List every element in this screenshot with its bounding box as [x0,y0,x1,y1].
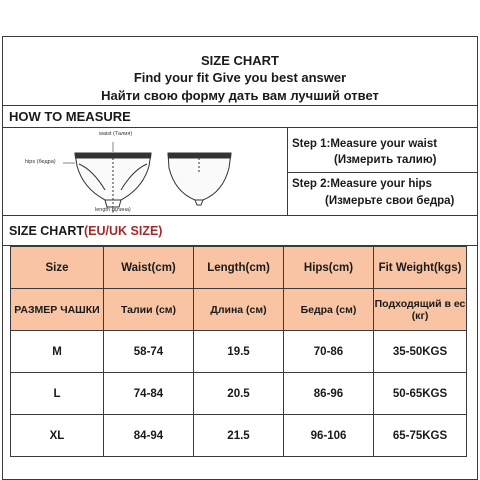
how-to-measure-heading [3,106,477,128]
size-cell: L [11,373,104,415]
table-header-row-russian [11,289,467,331]
length-cell: 20.5 [194,373,284,415]
hips-cell: 96-106 [284,415,374,457]
size-cell: M [11,331,104,373]
table-row [11,415,467,457]
table-row [11,373,467,415]
column-header-russian: Подходящий в ес (кг) [374,289,467,331]
column-header: Length(cm) [194,247,284,289]
column-header: Fit Weight(kgs) [374,247,467,289]
column-header: Hips(cm) [284,247,374,289]
weight-cell: 35-50KGS [374,331,467,373]
measure-section [3,128,477,216]
column-header-russian: РАЗМЕР ЧАШКИ [11,289,104,331]
size-table [10,246,467,457]
weight-cell: 65-75KGS [374,415,467,457]
table-header-row [11,247,467,289]
waist-cell: 74-84 [104,373,194,415]
weight-cell: 50-65KGS [374,373,467,415]
hips-cell: 86-96 [284,373,374,415]
step1-russian: (Измерить талию) [334,154,437,166]
hips-cell: 70-86 [284,331,374,373]
column-header-russian: Талии (см) [104,289,194,331]
column-header-russian: Длина (см) [194,289,284,331]
column-header: Waist(cm) [104,247,194,289]
briefs-back-image [168,153,231,205]
step2-russian: (Измерьте свои бедра) [325,195,455,207]
page-title: SIZE CHART [201,53,279,68]
size-chart-title-accent: (EU/UK SIZE) [84,224,163,238]
size-chart-heading [3,216,477,246]
waist-cell: 58-74 [104,331,194,373]
how-to-measure-title: HOW TO MEASURE [9,109,131,124]
length-diagram-label: length (длина) [95,207,131,213]
waist-diagram-label: waist (Талия) [99,131,133,137]
steps-divider [288,172,477,173]
length-cell: 19.5 [194,331,284,373]
measure-diagram-panel [3,128,288,216]
hips-diagram-label: hips (бедра) [25,159,56,165]
subtitle-russian: Найти свою форму дать вам лучший ответ [101,88,379,103]
size-chart-title [9,224,162,238]
chart-header [3,37,477,106]
subtitle-english: Find your fit Give you best answer [133,70,347,85]
column-header: Size [11,247,104,289]
step1-text: Step 1:Measure your waist [292,138,438,150]
length-cell: 21.5 [194,415,284,457]
briefs-diagram [3,128,288,216]
table-row [11,331,467,373]
size-cell: XL [11,415,104,457]
size-chart-title-main: SIZE CHART [9,224,84,238]
waist-cell: 84-94 [104,415,194,457]
step2-text: Step 2:Measure your hips [292,178,432,190]
briefs-front-image [75,153,151,207]
column-header-russian: Бедра (см) [284,289,374,331]
